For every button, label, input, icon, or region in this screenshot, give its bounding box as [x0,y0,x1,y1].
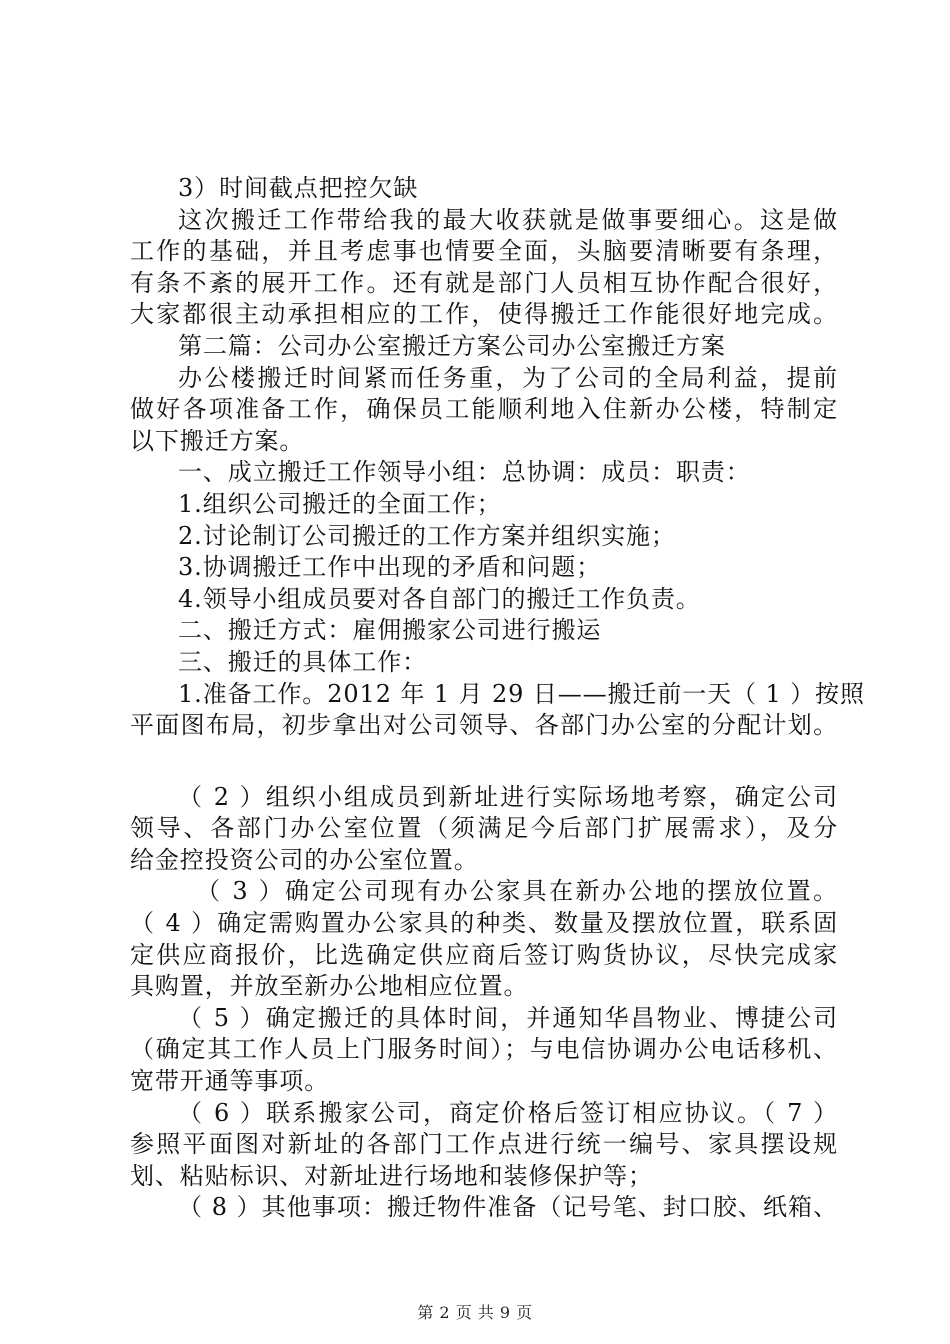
text-line: 4.领导小组成员要对各自部门的搬迁工作负责。 [178,584,701,613]
text-line: 二、搬迁方式：雇佣搬家公司进行搬运 [178,616,602,645]
text-line: 划、粘贴标识、对新址进行场地和装修保护等； [130,1161,653,1190]
text-line: 平面图布局，初步拿出对公司领导、各部门办公室的分配计划。 [130,711,838,740]
text-line: 第二篇：公司办公室搬迁方案公司办公室搬迁方案 [178,331,726,360]
text-line: 领导、各部门办公室位置（须满足今后部门扩展需求），及分 [130,814,838,843]
paragraph-gap [130,742,838,782]
text-line: 定供应商报价，比选确定供应商后签订购货协议，尽快完成家 [130,940,838,969]
text-line: 这次搬迁工作带给我的最大收获就是做事要细心。这是做 [178,205,838,234]
text-line: 1.准备工作。2012 年 1 月 29 日——搬迁前一天（ 1 ）按照 [178,679,865,708]
text-line: （ 5 ）确定搬迁的具体时间，并通知华昌物业、博捷公司 [178,1003,838,1032]
text-line: （ 4 ）确定需购置办公家具的种类、数量及摆放位置，联系固 [130,909,838,938]
text-line: 3）时间截点把控欠缺 [178,174,419,202]
text-line: 2.讨论制订公司搬迁的工作方案并组织实施； [178,521,676,550]
text-line: （ 6 ）联系搬家公司，商定价格后签订相应协议。（ 7 ） [178,1098,838,1127]
text-line: 参照平面图对新址的各部门工作点进行统一编号、家具摆设规 [130,1130,838,1159]
text-line: 做好各项准备工作，确保员工能顺利地入住新办公楼，特制定 [130,395,838,424]
text-line: 办公楼搬迁时间紧而任务重，为了公司的全局利益，提前 [178,363,838,392]
text-line: 三、搬迁的具体工作： [178,647,427,676]
text-line: （ 8 ）其他事项：搬迁物件准备（记号笔、封口胶、纸箱、 [178,1193,838,1222]
text-line: 3.协调搬迁工作中出现的矛盾和问题； [178,553,602,582]
document-body [130,173,865,1224]
text-line: （ 3 ）确定公司现有办公家具在新办公地的摆放位置。 [196,877,838,906]
page-number: 第 2 页 共 9 页 [417,1303,533,1322]
page-footer [0,1300,950,1323]
text-line: 一、成立搬迁工作领导小组：总协调：成员：职责： [178,458,751,487]
text-line: 有条不紊的展开工作。还有就是部门人员相互协作配合很好， [130,268,838,297]
text-line: 以下搬迁方案。 [130,426,305,455]
text-line: 具购置，并放至新办公地相应位置。 [130,972,529,1001]
text-line: 宽带开通等事项。 [130,1067,330,1096]
text-line: （ 2 ）组织小组成员到新址进行实际场地考察，确定公司 [178,782,838,811]
text-line: 1.组织公司搬迁的全面工作； [178,489,502,518]
text-line: 大家都很主动承担相应的工作，使得搬迁工作能很好地完成。 [130,300,838,329]
text-line: 工作的基础，并且考虑事也情要全面，头脑要清晰要有条理， [130,237,838,266]
text-line: （确定其工作人员上门服务时间）；与电信协调办公电话移机、 [130,1035,838,1064]
text-line: 给金控投资公司的办公室位置。 [130,845,479,874]
